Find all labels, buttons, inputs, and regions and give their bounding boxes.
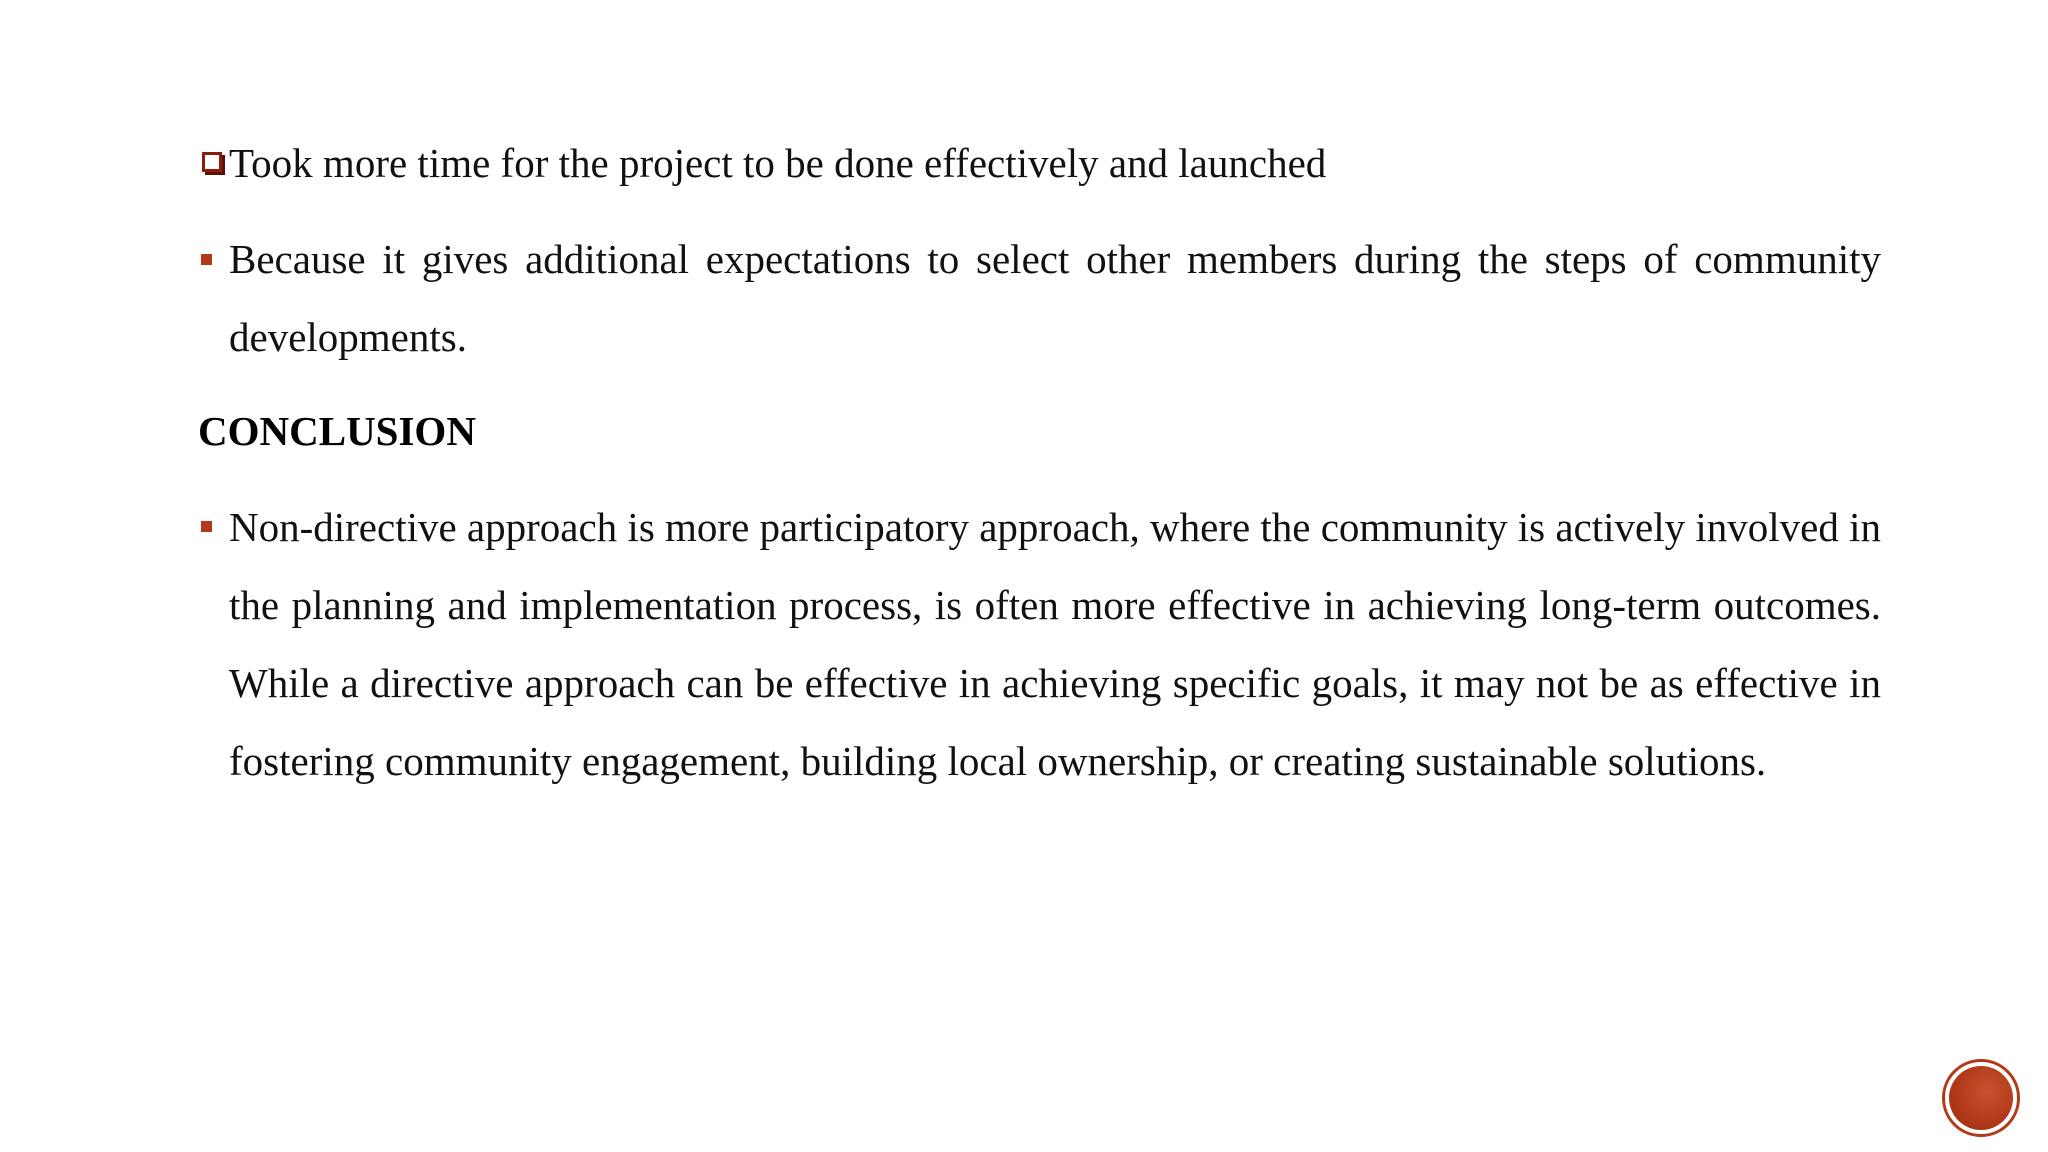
conclusion-paragraph: Non-directive approach is more participatory approach, where the community is actively involved in the planning and implementation process, is often more effective in achieving long-term outcomes. While a directive approach can be effective in achieving specific goals, it may not be as effective in fostering community engagement, building local ownership, or creating sustainable solutions. <box>229 504 1881 784</box>
checkbox-icon <box>202 152 222 172</box>
square-bullet-icon <box>201 521 212 532</box>
circle-logo-icon <box>1949 1066 2013 1130</box>
section-heading-conclusion: CONCLUSION <box>198 408 476 454</box>
slide-nav-button[interactable] <box>1942 1059 2020 1137</box>
bullet-item-expectations: Because it gives additional expectations to select other members during the steps of community developments. <box>229 236 1881 360</box>
bullet-item-time: Took more time for the project to be done effectively and launched <box>229 140 1327 186</box>
square-bullet-icon <box>201 254 212 265</box>
